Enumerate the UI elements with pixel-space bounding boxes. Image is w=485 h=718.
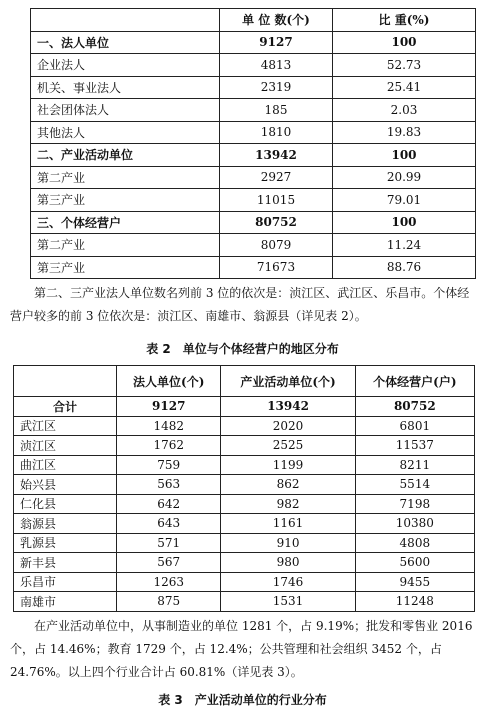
region-label: 南雄市 bbox=[14, 592, 117, 612]
legal-units-cell: 563 bbox=[117, 475, 221, 495]
table-row bbox=[14, 416, 475, 436]
unit-count-cell: 8079 bbox=[220, 234, 333, 257]
legal-units-cell: 567 bbox=[117, 553, 221, 573]
share-cell: 2.03 bbox=[333, 99, 476, 122]
households-cell: 11248 bbox=[355, 592, 474, 612]
table-row bbox=[31, 234, 476, 257]
row-label: 企业法人 bbox=[31, 54, 220, 77]
table-row bbox=[31, 121, 476, 144]
table-row bbox=[14, 475, 475, 495]
header-legal-units: 法人单位(个) bbox=[117, 366, 221, 397]
header-activity-units: 产业活动单位(个) bbox=[221, 366, 355, 397]
legal-units-cell: 643 bbox=[117, 514, 221, 534]
share-cell: 20.99 bbox=[333, 166, 476, 189]
unit-count-cell: 71673 bbox=[220, 256, 333, 279]
header-blank bbox=[31, 9, 220, 32]
table-row bbox=[14, 514, 475, 534]
unit-count-cell: 4813 bbox=[220, 54, 333, 77]
unit-count-cell: 185 bbox=[220, 99, 333, 122]
table-row bbox=[31, 166, 476, 189]
share-cell: 100 bbox=[333, 211, 476, 234]
share-cell: 88.76 bbox=[333, 256, 476, 279]
table-row bbox=[31, 256, 476, 279]
region-label: 仁化县 bbox=[14, 494, 117, 514]
region-label: 乐昌市 bbox=[14, 572, 117, 592]
table-header-row bbox=[14, 366, 475, 397]
share-cell: 100 bbox=[333, 144, 476, 167]
region-label: 乳源县 bbox=[14, 533, 117, 553]
legal-units-cell: 1482 bbox=[117, 416, 221, 436]
table-caption-3: 表 3 产业活动单位的行业分布 bbox=[158, 693, 327, 707]
table-caption-2: 表 2 单位与个体经营户的地区分布 bbox=[146, 342, 339, 356]
paragraph-industry: 在产业活动单位中，从事制造业的单位 1281 个，占 9.19%；批发和零售业 2016 个，占 14.46%；教育 1729 个，占 12.4%；公共管理和社会组织 3452 个，占 24.76%。以上四个行业合计占 60.81%（详见表 3）。 bbox=[10, 619, 473, 679]
households-cell: 11537 bbox=[355, 436, 474, 456]
unit-count-cell: 2319 bbox=[220, 76, 333, 99]
table-row bbox=[14, 455, 475, 475]
row-label: 机关、事业法人 bbox=[31, 76, 220, 99]
row-label: 二、产业活动单位 bbox=[31, 144, 220, 167]
header-unit-count: 单 位 数(个) bbox=[220, 9, 333, 32]
paragraph-ranking: 第二、三产业法人单位数名列前 3 位的依次是：浈江区、武江区、乐昌市。个体经营户较多的前 3 位依次是：浈江区、南雄市、翁源县（详见表 2）。 bbox=[10, 286, 470, 323]
legal-units-cell: 759 bbox=[117, 455, 221, 475]
households-cell: 80752 bbox=[355, 397, 474, 417]
activity-units-cell: 2020 bbox=[221, 416, 355, 436]
row-label: 第二产业 bbox=[31, 166, 220, 189]
legal-units-cell: 9127 bbox=[117, 397, 221, 417]
activity-units-cell: 980 bbox=[221, 553, 355, 573]
activity-units-cell: 1531 bbox=[221, 592, 355, 612]
share-cell: 52.73 bbox=[333, 54, 476, 77]
table-header-row bbox=[31, 9, 476, 32]
share-cell: 11.24 bbox=[333, 234, 476, 257]
table-unit-counts bbox=[30, 8, 476, 279]
header-individual-households: 个体经营户(户) bbox=[355, 366, 474, 397]
table-row bbox=[14, 494, 475, 514]
region-label: 始兴县 bbox=[14, 475, 117, 495]
households-cell: 9455 bbox=[355, 572, 474, 592]
region-label: 武江区 bbox=[14, 416, 117, 436]
table-row bbox=[31, 211, 476, 234]
table-row bbox=[14, 592, 475, 612]
header-share: 比 重(%) bbox=[333, 9, 476, 32]
table-body bbox=[14, 397, 475, 612]
share-cell: 25.41 bbox=[333, 76, 476, 99]
households-cell: 7198 bbox=[355, 494, 474, 514]
households-cell: 8211 bbox=[355, 455, 474, 475]
table-regional-distribution bbox=[13, 365, 475, 612]
row-label: 第二产业 bbox=[31, 234, 220, 257]
row-label: 第三产业 bbox=[31, 256, 220, 279]
table-row bbox=[31, 31, 476, 54]
region-label: 浈江区 bbox=[14, 436, 117, 456]
unit-count-cell: 11015 bbox=[220, 189, 333, 212]
activity-units-cell: 910 bbox=[221, 533, 355, 553]
legal-units-cell: 1263 bbox=[117, 572, 221, 592]
unit-count-cell: 2927 bbox=[220, 166, 333, 189]
table-row bbox=[14, 553, 475, 573]
activity-units-cell: 862 bbox=[221, 475, 355, 495]
households-cell: 10380 bbox=[355, 514, 474, 534]
table-row bbox=[31, 144, 476, 167]
row-label: 第三产业 bbox=[31, 189, 220, 212]
region-label: 曲江区 bbox=[14, 455, 117, 475]
unit-count-cell: 80752 bbox=[220, 211, 333, 234]
table-row bbox=[14, 572, 475, 592]
activity-units-cell: 13942 bbox=[221, 397, 355, 417]
region-label: 翁源县 bbox=[14, 514, 117, 534]
legal-units-cell: 875 bbox=[117, 592, 221, 612]
row-label: 其他法人 bbox=[31, 121, 220, 144]
households-cell: 6801 bbox=[355, 416, 474, 436]
table-row bbox=[31, 76, 476, 99]
region-label: 合计 bbox=[14, 397, 117, 417]
table-row bbox=[14, 533, 475, 553]
activity-units-cell: 1746 bbox=[221, 572, 355, 592]
table-row bbox=[14, 436, 475, 456]
households-cell: 5600 bbox=[355, 553, 474, 573]
unit-count-cell: 9127 bbox=[220, 31, 333, 54]
table-row bbox=[31, 189, 476, 212]
activity-units-cell: 1199 bbox=[221, 455, 355, 475]
row-label: 社会团体法人 bbox=[31, 99, 220, 122]
header-blank bbox=[14, 366, 117, 397]
share-cell: 19.83 bbox=[333, 121, 476, 144]
table-row bbox=[14, 397, 475, 417]
table-row bbox=[31, 54, 476, 77]
unit-count-cell: 1810 bbox=[220, 121, 333, 144]
legal-units-cell: 1762 bbox=[117, 436, 221, 456]
unit-count-cell: 13942 bbox=[220, 144, 333, 167]
households-cell: 4808 bbox=[355, 533, 474, 553]
activity-units-cell: 1161 bbox=[221, 514, 355, 534]
share-cell: 100 bbox=[333, 31, 476, 54]
row-label: 三、个体经营户 bbox=[31, 211, 220, 234]
table-row bbox=[31, 99, 476, 122]
legal-units-cell: 642 bbox=[117, 494, 221, 514]
share-cell: 79.01 bbox=[333, 189, 476, 212]
legal-units-cell: 571 bbox=[117, 533, 221, 553]
region-label: 新丰县 bbox=[14, 553, 117, 573]
households-cell: 5514 bbox=[355, 475, 474, 495]
table-body bbox=[31, 31, 476, 279]
activity-units-cell: 982 bbox=[221, 494, 355, 514]
activity-units-cell: 2525 bbox=[221, 436, 355, 456]
row-label: 一、法人单位 bbox=[31, 31, 220, 54]
